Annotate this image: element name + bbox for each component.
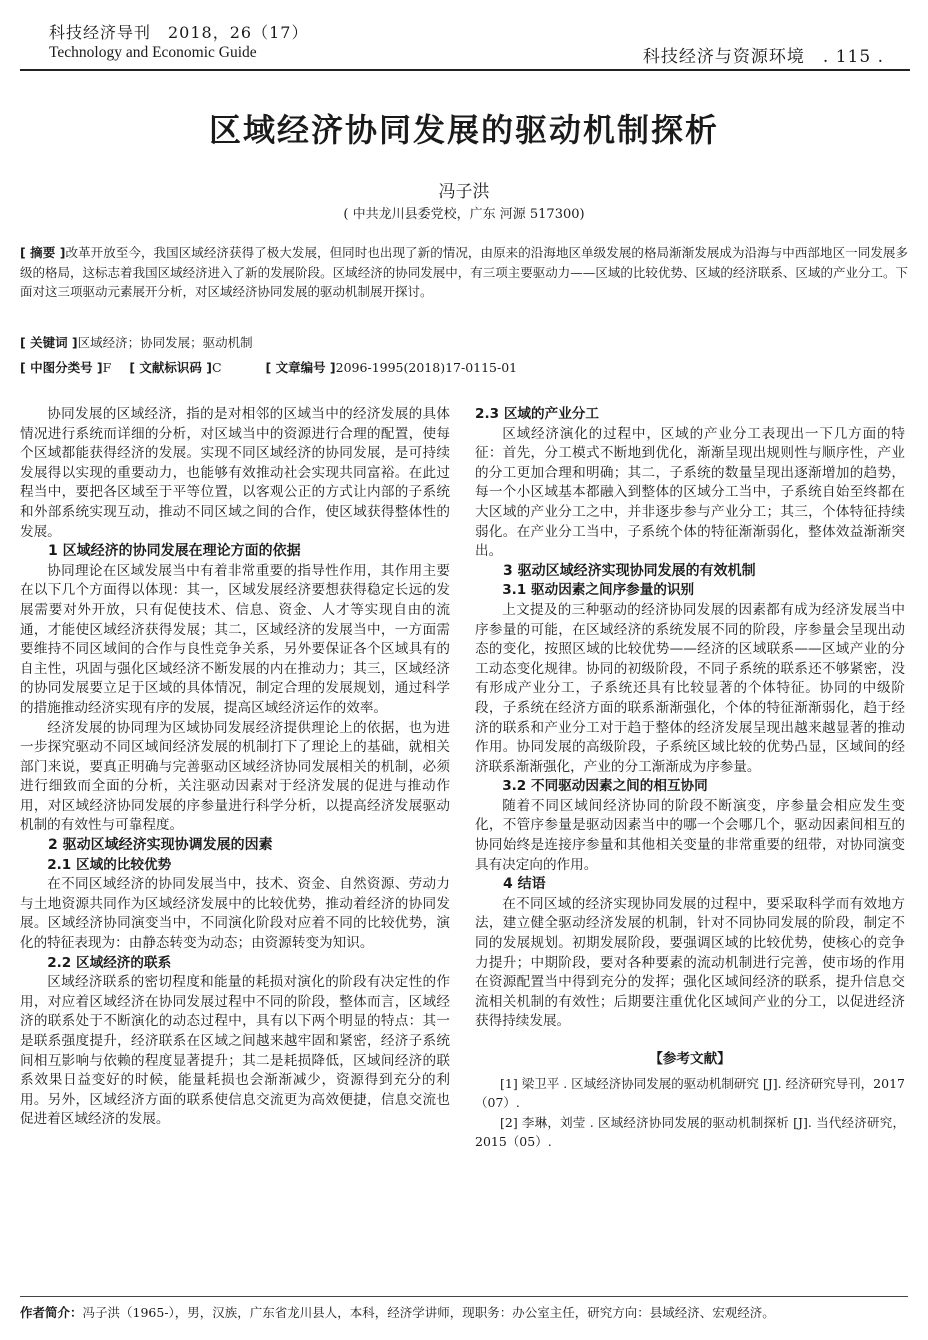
- subsection-heading-2-1: 2.1 区域的比较优势: [47, 856, 172, 873]
- section-1-paragraph-1: 协同理论在区域发展当中有着非常重要的指导性作用，其作用主要在以下几个方面得以体现：其一，区域发展经济要想获得稳定长远的发展需要对外开放，只有促使技术、信息、资金、人才等实现自由的流通，才能使区域经济获得发展；其二，区域经济的发展当中，一方面需要维持不同区域间的合作与良性竞争关系，另外要保证各个区域具有的自主性，巩固与强化区域经济不断发展的内在推动力；其三，区域经济的协同发展要立足于区域的具体情况，制定合理的发展规划，通过科学的措施推动经济实现有序的发展，提高区域经济运作的效率。: [20, 562, 450, 716]
- clc-value: F: [102, 360, 112, 375]
- doc-code-value: C: [211, 360, 222, 375]
- keywords-label: [ 关键词 ]: [20, 335, 78, 350]
- article-number-value: 2096-1995(2018)17-0115-01: [335, 360, 518, 375]
- keywords-text: 区域经济；协同发展；驱动机制: [77, 335, 253, 350]
- doc-code-label: [ 文献标识码 ]: [129, 360, 212, 375]
- journal-citation: 科技经济导刊 2018，26（17）: [49, 23, 309, 42]
- subsection-heading-2-3: 2.3 区域的产业分工: [475, 406, 599, 422]
- intro-paragraph: 协同发展的区域经济，指的是对相邻的区域当中的经济发展的具体情况进行系统而详细的分析，对区域当中的资源进行合理的配置，使每个区域都能获得经济的发展。实现不同区域经济的协同发展，是可持续发展得以实现的重要动力，也能够有效推动社会实现共同富裕。在此过程当中，要把各区域至于平等位置，以客观公正的方式让内部的子系统和外部系统实现互动，推动不同区域之间的合作，使区域获得整体性的发展。: [20, 406, 450, 540]
- abstract-text: 改革开放至今，我国区域经济获得了极大发展，但同时也出现了新的情况，由原来的沿海地区单级发展的格局渐渐发展成为沿海与中西部地区一同发展多级的格局，这标志着我国区域经济进入了新的发展阶段。区域经济的协同发展中，有三项主要驱动力——区域的比较优势、区域的经济联系、区域的产业分工。下面对这三项驱动元素展开分析，对区域经济协同发展的驱动机制展开探讨。: [20, 245, 908, 300]
- reference-item: [2] 李琳，刘莹 . 区域经济协同发展的驱动机制探析 [J]. 当代经济研究，2015（05）.: [475, 1114, 905, 1150]
- section-header: 科技经济与资源环境 . 115 .: [642, 47, 884, 67]
- subsection-heading-2-2: 2.2 区域经济的联系: [47, 954, 172, 971]
- abstract: [20, 243, 908, 302]
- classification-line: [20, 358, 908, 378]
- author-name: 冯子洪: [438, 182, 490, 202]
- section-heading-1: 1 区域经济的协同发展在理论方面的依据: [48, 543, 301, 560]
- keywords: [20, 333, 908, 353]
- section-heading-3: 3 驱动区域经济实现协同发展的有效机制: [503, 562, 756, 579]
- header-rule: [20, 69, 910, 71]
- subsection-2-1-paragraph: 在不同区域经济的协同发展当中，技术、资金、自然资源、劳动力与土地资源共同作为区域经济发展中的比较优势，推动着经济的协同发展。区域经济协同演变当中，不同演化阶段对应着不同的比较优势，演化的特征表现为：由静态转变为动态；由资源转变为知识。: [20, 876, 450, 952]
- abstract-label: [ 摘要 ]: [20, 245, 66, 260]
- article-number-label: [ 文章编号 ]: [265, 360, 336, 375]
- affiliation: ( 中共龙川县委党校，广东 河源 517300): [343, 207, 585, 222]
- footnote-rule: [20, 1296, 908, 1297]
- left-column: [20, 405, 450, 1130]
- subsection-3-1-paragraph: 上文提及的三种驱动的经济协同发展的因素都有成为经济发展当中序参量的可能，在区域经济的系统发展不同的阶段，序参量会呈现出动态的变化，按照区域的比较优势——经济的区域联系——区域产业的分工动态变化规律。协同的初级阶段，不同子系统的联系还不够紧密，没有形成产业分工，子系统还具有比较显著的个体特征。协同的中级阶段，子系统在经济方面的联系渐渐强化，个体的特征渐渐弱化，趋于经济的联系和产业分工对于趋于整体的经济发展呈现出越来越显著的推动作用。协同发展的高级阶段，子系统区域比较的优势凸显，区域间的经济联系渐渐强化，产业的分工渐渐成为序参量。: [475, 601, 905, 775]
- author-bio-footnote: [20, 1303, 775, 1321]
- author-bio-text: 冯子洪（1965-），男，汉族，广东省龙川县人，本科，经济学讲师，现职务：办公室主任，研究方向：县域经济、宏观经济。: [82, 1305, 775, 1320]
- author-bio-label: 作者简介：: [20, 1305, 83, 1320]
- subsection-2-2-paragraph: 区域经济联系的密切程度和能量的耗损对演化的阶段有决定性的作用，对应着区域经济在协同发展过程中不同的阶段，整体而言，区域经济的联系处于不断演化的动态过程中，具有以下两个明显的特点：其一是联系强度提升，经济联系在区域之间越来越牢固和紧密，经济子系统间相互影响与依赖的程度显著提升；其二是耗损降低，区域间经济的联系效果日益变好的时候，能量耗损也会渐渐减少，资源得到充分的利用。另外，区域经济方面的联系使信息交流更为高效便捷，信息交流也促进着区域经济的发展。: [20, 974, 450, 1128]
- article-title: 区域经济协同发展的驱动机制探析: [208, 111, 719, 149]
- conclusion-paragraph: 在不同区域的经济实现协同发展的过程中，要采取科学而有效地方法，建立健全驱动经济发展的机制，针对不同协同发展的阶段，制定不同的发展规划。初期发展阶段，要强调区域的比较优势，使核心的竞争力提升；中期阶段，要对各种要素的流动机制进行完善，使市场的作用在资源配置当中得到充分的发挥；强化区域间经济的联系，提升信息交流相关机制的有效性；后期要注重优化区域间产业的分工，以促进经济获得持续发展。: [475, 895, 905, 1030]
- subsection-3-2-paragraph: 随着不同区域间经济协同的阶段不断演变，序参量会相应发生变化，不管序参量是驱动因素当中的哪一个会哪几个，驱动因素间相互的协同始终是连接序参量和其他相关变量的非常重要的纽带，对协同演变具有决定向的作用。: [475, 797, 905, 873]
- subsection-heading-3-2: 3.2 不同驱动因素之间的相互协同: [502, 778, 708, 795]
- section-heading-4: 4 结语: [503, 876, 546, 893]
- journal-english-name: Technology and Economic Guide: [49, 44, 257, 61]
- reference-item: [1] 梁卫平 . 区域经济协同发展的驱动机制研究 [J]. 经济研究导刊，2017（07）.: [475, 1075, 905, 1111]
- section-1-paragraph-2: 经济发展的协同理为区域协同发展经济提供理论上的依据，也为进一步探究驱动不同区域间经济发展的机制打下了理论上的基础，就相关部门来说，要真正明确与完善驱动区域经济协同发展相关的机制，必须进行细致而全面的分析，关注驱动因素对于经济发展的促进与推动作用，对区域经济协同发展的序参量进行科学分析，以提高经济发展驱动机制的有效性与可靠程度。: [20, 719, 450, 834]
- subsection-2-3-paragraph: 区域经济演化的过程中，区域的产业分工表现出一下几方面的特征：首先，分工模式不断地到优化，渐渐呈现出规则性与顺序性，产业的分工更加合理和明确；其二，子系统的数量呈现出逐渐增加的趋势，每一个小区域基本都融入到整体的区域分工当中，子系统自始至终都在大区域的产业分工之中，并非逐步参与产业分工；其三，个体特征持续弱化。在产业分工当中，子系统个体的特征渐渐弱化，整体效益渐渐突出。: [475, 425, 905, 560]
- references-title: 【参考文献】: [649, 1051, 731, 1067]
- right-column: [475, 405, 905, 1152]
- clc-label: [ 中图分类号 ]: [20, 360, 103, 375]
- subsection-heading-3-1: 3.1 驱动因素之间序参量的识别: [502, 582, 695, 599]
- section-heading-2: 2 驱动区域经济实现协调发展的因素: [48, 837, 273, 854]
